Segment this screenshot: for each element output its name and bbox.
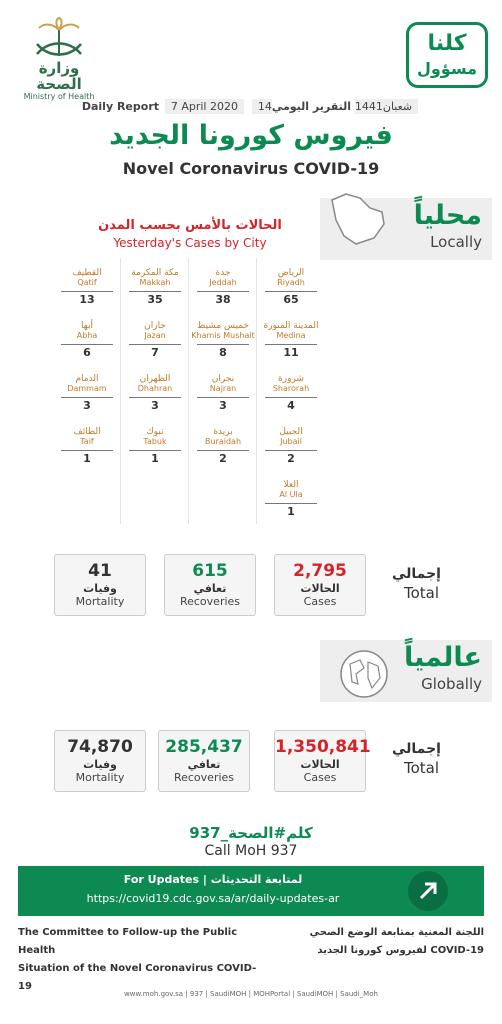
city-name-en: Jubail xyxy=(280,437,302,446)
city-name-ar: الطائف xyxy=(73,427,101,437)
report-date-line xyxy=(0,100,502,113)
committee-en xyxy=(18,924,258,996)
city-name-en: Qatif xyxy=(77,278,97,287)
city-cell xyxy=(258,311,324,363)
city-name-ar: شرورة xyxy=(278,374,304,384)
committee-en-line1: The Committee to Follow-up the Public Health xyxy=(18,927,238,956)
city-cell xyxy=(122,364,188,416)
local-recoveries-label-en: Recoveries xyxy=(179,595,241,608)
divider xyxy=(129,291,181,292)
city-cell xyxy=(54,364,120,416)
local-mortality-label-en: Mortality xyxy=(75,595,125,608)
divider xyxy=(129,397,181,398)
local-mortality-box xyxy=(54,554,146,616)
arrow-up-right-icon xyxy=(408,871,448,911)
global-mortality-value: 74,870 xyxy=(67,737,133,757)
city-cell xyxy=(190,258,256,310)
global-mortality-label-en: Mortality xyxy=(75,771,125,784)
city-count: 3 xyxy=(219,399,227,412)
global-cases-label-ar: الحالات xyxy=(300,758,340,771)
divider xyxy=(129,344,181,345)
global-recoveries-box xyxy=(158,730,250,792)
city-name-ar: تبوك xyxy=(146,427,164,437)
city-name-en: Tabuk xyxy=(143,437,167,446)
globe-icon xyxy=(338,648,390,700)
divider xyxy=(265,291,317,292)
globally-label-en: Globally xyxy=(421,675,482,693)
city-count: 1 xyxy=(83,452,91,465)
city-name-en: Dhahran xyxy=(137,384,173,393)
city-name-ar: المدينة المنورة xyxy=(263,321,319,331)
global-recoveries-label-ar: تعافي xyxy=(187,758,221,771)
globally-label-ar: عالمياً xyxy=(404,642,482,673)
campaign-logo-line2: مسؤول xyxy=(416,59,478,78)
page-title-en: Novel Coronavirus COVID-19 xyxy=(122,159,380,178)
city-name-ar: الدمام xyxy=(75,374,99,384)
city-cell xyxy=(190,364,256,416)
updates-separator: | xyxy=(202,873,211,886)
cities-title-ar: الحالات بالأمس بحسب المدن xyxy=(98,218,282,233)
city-count: 35 xyxy=(147,293,163,306)
local-mortality-label-ar: وفيات xyxy=(83,582,117,595)
city-count: 11 xyxy=(283,346,299,359)
city-cell xyxy=(54,311,120,363)
call-moh-en: Call MoH 937 xyxy=(204,843,298,859)
city-name-ar: القطيف xyxy=(72,268,102,278)
city-name-ar: خميس مشيط xyxy=(197,321,249,331)
city-name-en: Jazan xyxy=(144,331,166,340)
city-count: 38 xyxy=(215,293,231,306)
city-name-ar: مكة المكرمة xyxy=(131,268,179,278)
city-name-en: Khamis Mushait xyxy=(191,331,255,340)
city-name-ar: أبها xyxy=(81,321,93,331)
local-recoveries-label-ar: تعافي xyxy=(193,582,227,595)
city-name-ar: العلا xyxy=(283,480,299,490)
committee-ar xyxy=(264,924,484,960)
updates-label xyxy=(18,873,408,886)
call-hashtag-ar: كلم#الصحة_937 xyxy=(189,824,313,842)
city-cell xyxy=(122,417,188,469)
cities-title-en: Yesterday's Cases by City xyxy=(113,236,267,250)
grid-divider xyxy=(188,258,189,524)
global-cases-value: 1,350,841 xyxy=(275,737,371,757)
city-count: 3 xyxy=(151,399,159,412)
divider xyxy=(61,397,113,398)
city-cell xyxy=(258,258,324,310)
locally-label-ar: محلياً xyxy=(413,200,482,231)
ministry-name-en: Ministry of Health xyxy=(23,92,95,101)
divider xyxy=(265,397,317,398)
ministry-name-ar: وزارة الصحة xyxy=(36,59,82,93)
saudi-map-icon xyxy=(326,190,390,248)
global-mortality-box xyxy=(54,730,146,792)
city-count: 1 xyxy=(151,452,159,465)
global-cases-box xyxy=(274,730,371,792)
divider xyxy=(197,291,249,292)
city-name-en: Taif xyxy=(80,437,94,446)
committee-ar-line2: لفيروس كورونا الجديد COVID-19 xyxy=(317,945,484,956)
city-count: 2 xyxy=(219,452,227,465)
city-count: 6 xyxy=(83,346,91,359)
committee-en-line2: Situation of the Novel Coronavirus COVID-19 xyxy=(18,963,257,992)
city-count: 13 xyxy=(79,293,95,306)
report-label-ar: التقرير اليومي xyxy=(271,100,352,113)
local-cases-label-ar: الحالات xyxy=(300,582,340,595)
updates-label-en: For Updates xyxy=(123,873,200,886)
city-cell xyxy=(122,258,188,310)
city-cases-grid xyxy=(52,258,324,524)
city-count: 1 xyxy=(287,505,295,518)
city-cell xyxy=(258,417,324,469)
committee-ar-line1: اللجنة المعنية بمتابعة الوضع الصحي xyxy=(309,927,484,938)
local-cases-box xyxy=(274,554,366,616)
divider xyxy=(197,344,249,345)
palm-swords-icon xyxy=(29,16,89,60)
report-label-en: Daily Report xyxy=(81,100,159,113)
updates-url-link[interactable]: https://covid19.cdc.gov.sa/ar/daily-updates-ar xyxy=(86,892,340,905)
local-mortality-value: 41 xyxy=(88,561,112,581)
city-name-en: Jeddah xyxy=(209,278,237,287)
city-name-en: Buraidah xyxy=(204,437,242,446)
moh-logo xyxy=(14,16,104,101)
city-name-en: Medina xyxy=(276,331,306,340)
city-count: 8 xyxy=(219,346,227,359)
divider xyxy=(61,291,113,292)
divider xyxy=(265,503,317,504)
city-count: 7 xyxy=(151,346,159,359)
divider xyxy=(129,450,181,451)
locally-label-en: Locally xyxy=(430,233,482,251)
city-cell xyxy=(54,258,120,310)
local-cases-value: 2,795 xyxy=(293,561,347,581)
city-name-en: Najran xyxy=(209,384,237,393)
divider xyxy=(197,397,249,398)
global-total-label-en: Total xyxy=(404,759,440,777)
city-cell xyxy=(190,417,256,469)
local-recoveries-box xyxy=(164,554,256,616)
city-name-ar: جدة xyxy=(215,268,231,278)
date-hijri: 14شعبان1441 xyxy=(252,99,418,114)
city-cell xyxy=(122,311,188,363)
global-total-label-ar: إجمالي xyxy=(392,741,441,757)
date-gregorian: 7 April 2020 xyxy=(165,99,244,114)
city-count: 65 xyxy=(283,293,299,306)
updates-label-ar: لمتابعة التحديثات xyxy=(210,873,303,886)
grid-divider xyxy=(120,258,121,524)
city-name-en: Al Ula xyxy=(279,490,303,499)
global-cases-label-en: Cases xyxy=(303,771,337,784)
local-total-label-ar: إجمالي xyxy=(392,566,441,582)
city-name-en: Dammam xyxy=(67,384,107,393)
city-cell xyxy=(258,364,324,416)
divider xyxy=(265,450,317,451)
global-recoveries-value: 285,437 xyxy=(165,737,243,757)
city-name-en: Sharorah xyxy=(272,384,310,393)
grid-divider xyxy=(256,258,257,524)
global-mortality-label-ar: وفيات xyxy=(83,758,117,771)
global-recoveries-label-en: Recoveries xyxy=(173,771,235,784)
city-cell xyxy=(54,417,120,469)
social-footer: www.moh.gov.sa | 937 | SaudiMOH | MOHPortal | SaudiMOH | Saudi_Moh xyxy=(124,990,378,998)
city-name-ar: نجران xyxy=(211,374,235,384)
city-count: 2 xyxy=(287,452,295,465)
arrow-icon[interactable] xyxy=(408,871,448,911)
city-count: 4 xyxy=(287,399,295,412)
campaign-logo xyxy=(406,22,488,88)
divider xyxy=(61,344,113,345)
campaign-logo-line1: كلنا xyxy=(427,31,467,56)
city-name-en: Abha xyxy=(76,331,98,340)
local-recoveries-value: 615 xyxy=(192,561,228,581)
updates-banner[interactable] xyxy=(18,866,484,916)
divider xyxy=(61,450,113,451)
city-name-en: Makkah xyxy=(139,278,171,287)
city-cell xyxy=(258,470,324,522)
city-cell xyxy=(190,311,256,363)
local-total-label-en: Total xyxy=(404,584,440,602)
city-name-ar: الرياض xyxy=(277,268,305,278)
page-title-ar: فيروس كورونا الجديد xyxy=(109,120,393,151)
city-name-ar: بريدة xyxy=(213,427,233,437)
city-name-ar: الظهران xyxy=(139,374,171,384)
divider xyxy=(265,344,317,345)
city-name-ar: جازان xyxy=(144,321,166,331)
city-name-ar: الجبيل xyxy=(279,427,303,437)
local-cases-label-en: Cases xyxy=(303,595,337,608)
city-count: 3 xyxy=(83,399,91,412)
city-name-en: Riyadh xyxy=(277,278,305,287)
divider xyxy=(197,450,249,451)
